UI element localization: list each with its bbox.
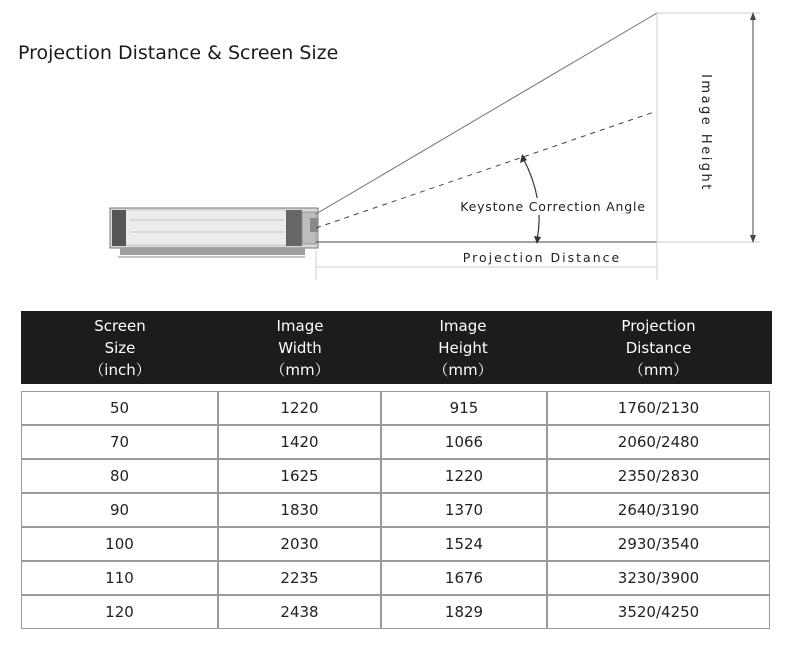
- table-row: [21, 493, 770, 527]
- cell-image-height: 1220: [381, 459, 547, 493]
- table-row: [21, 425, 770, 459]
- cell-screen-size: 120: [21, 595, 218, 629]
- cell-image-height: 915: [381, 391, 547, 425]
- cell-projection-distance: 2060/2480: [547, 425, 770, 459]
- cell-image-width: 1830: [218, 493, 381, 527]
- cell-screen-size: 90: [21, 493, 218, 527]
- image-height-label: Image Height: [698, 74, 713, 192]
- cell-image-width: 2438: [218, 595, 381, 629]
- cell-screen-size: 80: [21, 459, 218, 493]
- cell-image-width: 1625: [218, 459, 381, 493]
- header-screen-size: Screen Size （inch）: [89, 316, 151, 379]
- cell-image-height: 1676: [381, 561, 547, 595]
- cell-projection-distance: 2350/2830: [547, 459, 770, 493]
- cell-projection-distance: 2640/3190: [547, 493, 770, 527]
- table-row: [21, 561, 770, 595]
- page-title: Projection Distance & Screen Size: [18, 42, 339, 64]
- keystone-label: Keystone Correction Angle: [460, 199, 646, 214]
- cell-image-width: 1420: [218, 425, 381, 459]
- table-header: [21, 311, 772, 384]
- cell-screen-size: 110: [21, 561, 218, 595]
- beam-top-line: [316, 13, 657, 214]
- header-image-height: Image Height （mm）: [433, 316, 493, 379]
- table-row: [21, 595, 770, 629]
- cell-projection-distance: 3230/3900: [547, 561, 770, 595]
- table-row: [21, 391, 770, 425]
- table-row: [21, 527, 770, 561]
- cell-image-width: 1220: [218, 391, 381, 425]
- cell-screen-size: 50: [21, 391, 218, 425]
- cell-image-height: 1370: [381, 493, 547, 527]
- cell-image-width: 2235: [218, 561, 381, 595]
- projection-diagram: [0, 0, 790, 300]
- cell-projection-distance: 1760/2130: [547, 391, 770, 425]
- cell-projection-distance: 2930/3540: [547, 527, 770, 561]
- cell-image-height: 1524: [381, 527, 547, 561]
- projector-image: [110, 208, 318, 257]
- cell-projection-distance: 3520/4250: [547, 595, 770, 629]
- cell-screen-size: 100: [21, 527, 218, 561]
- cell-image-width: 2030: [218, 527, 381, 561]
- table-row: [21, 459, 770, 493]
- projection-distance-label: Projection Distance: [462, 250, 622, 265]
- header-image-width: Image Width （mm）: [270, 316, 330, 379]
- cell-screen-size: 70: [21, 425, 218, 459]
- cell-image-height: 1829: [381, 595, 547, 629]
- cell-image-height: 1066: [381, 425, 547, 459]
- header-projection-distance: Projection Distance （mm）: [621, 316, 696, 379]
